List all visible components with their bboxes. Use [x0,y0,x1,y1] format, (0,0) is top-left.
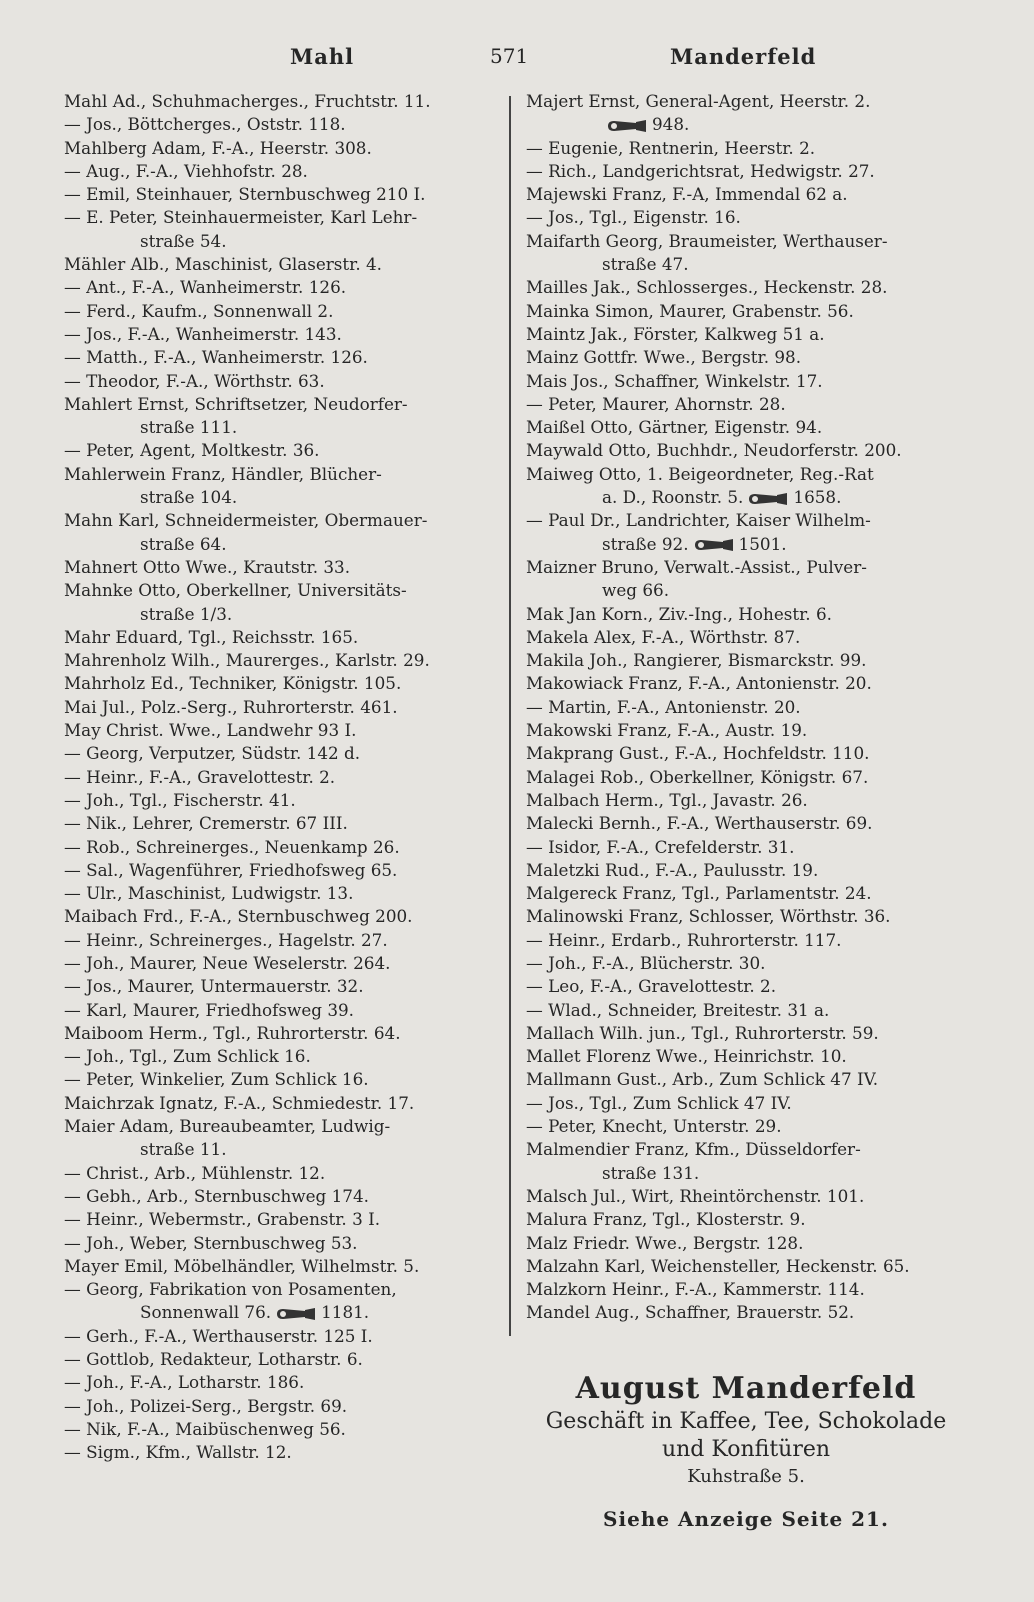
directory-entry [64,1045,494,1068]
entry-text: — Gebh., Arb., Sternbuschweg 174. [64,1185,369,1206]
entry-text: — Leo, F.-A., Gravelottestr. 2. [526,976,777,997]
page-header [0,44,1034,72]
directory-entry [526,766,966,789]
directory-entry [526,1115,966,1138]
entry-text: Mähler Alb., Maschinist, Glaserstr. 4. [64,254,383,275]
entry-text: Mainka Simon, Maurer, Grabenstr. 56. [526,300,854,321]
entry-text: Malsch Jul., Wirt, Rheintörchenstr. 101. [526,1185,865,1206]
entry-text: Makowiack Franz, F.-A., Antonienstr. 20. [526,673,872,694]
directory-entry [526,370,966,393]
directory-entry [64,1325,494,1348]
entry-text: Mahl Ad., Schuhmacherges., Fruchtstr. 11. [64,91,431,111]
directory-entry [526,393,966,416]
entry-text: Majewski Franz, F.-A, Immendal 62 a. [526,184,848,205]
entry-continuation-text: weg 66. [602,580,670,601]
entry-text: Malagei Rob., Oberkellner, Königstr. 67. [526,766,869,787]
entry-continuation [526,253,966,276]
entry-text: May Christ. Wwe., Landwehr 93 I. [64,720,357,741]
entry-continuation [64,603,494,626]
entry-continuation-text: Sonnenwall 76. [140,1302,272,1323]
entry-text: Mahlberg Adam, F.-A., Heerstr. 308. [64,137,372,158]
entry-text: — Heinr., F.-A., Gravelottestr. 2. [64,766,336,787]
entry-text: — Sal., Wagenführer, Friedhofsweg 65. [64,859,398,880]
phone-number: 1181. [321,1302,370,1323]
entry-text: — Isidor, F.-A., Crefelderstr. 31. [526,836,795,857]
directory-entry [526,1068,966,1091]
entry-text: Maiweg Otto, 1. Beigeordneter, Reg.-Rat [526,463,874,484]
entry-text: — Christ., Arb., Mühlenstr. 12. [64,1162,326,1183]
directory-entry [526,975,966,998]
directory-entry [526,626,966,649]
directory-entry [526,1092,966,1115]
entry-continuation [64,486,494,509]
directory-entry [526,1022,966,1045]
entry-text: Makela Alex, F.-A., Wörthstr. 87. [526,626,801,647]
entry-continuation [526,1162,966,1185]
entry-text: — Jos., F.-A., Wanheimerstr. 143. [64,323,342,344]
entry-text: Malgereck Franz, Tgl., Parlamentstr. 24. [526,883,872,904]
directory-entry [64,276,494,299]
entry-text: — Joh., Tgl., Zum Schlick 16. [64,1046,311,1067]
directory-entry [64,1115,494,1162]
entry-text: Malura Franz, Tgl., Klosterstr. 9. [526,1209,806,1230]
entry-text: Maichrzak Ignatz, F.-A., Schmiedestr. 17. [64,1092,415,1113]
directory-entry [526,463,966,510]
phone-number: 948. [652,114,690,135]
entry-text: — Nik, F.-A., Maibüschenweg 56. [64,1418,346,1439]
directory-entry [64,1418,494,1441]
directory-entry [64,393,494,440]
directory-entry [64,556,494,579]
entry-text: — Wlad., Schneider, Breitestr. 31 a. [526,999,830,1020]
entry-text: — Heinr., Webermstr., Grabenstr. 3 I. [64,1209,381,1230]
entry-continuation-text: straße 64. [140,533,227,554]
entry-text: Malz Friedr. Wwe., Bergstr. 128. [526,1232,804,1253]
directory-entry [64,626,494,649]
directory-entry [64,905,494,928]
ad-address: Kuhstraße 5. [687,1466,805,1487]
entry-text: Maißel Otto, Gärtner, Eigenstr. 94. [526,417,823,438]
directory-entry [526,439,966,462]
directory-entry [64,672,494,695]
entry-continuation-text: straße 131. [602,1162,700,1183]
entry-continuation-text: straße 1/3. [140,603,233,624]
entry-text: Maiboom Herm., Tgl., Ruhrorterstr. 64. [64,1022,401,1043]
directory-entry [64,1162,494,1185]
entry-text: — Ferd., Kaufm., Sonnenwall 2. [64,300,334,321]
entry-text: Malmendier Franz, Kfm., Düsseldorfer- [526,1139,861,1160]
advertisement [526,1370,966,1534]
entry-text: Majert Ernst, General-Agent, Heerstr. 2. [526,91,871,111]
entry-text: Mahlerwein Franz, Händler, Blücher- [64,463,382,484]
directory-entry [64,1022,494,1045]
directory-entry [64,929,494,952]
entry-text: Maletzki Rud., F.-A., Paulusstr. 19. [526,859,819,880]
directory-entry [64,1185,494,1208]
directory-entry [64,882,494,905]
entry-text: Mahnke Otto, Oberkellner, Universitäts- [64,580,407,601]
entry-phone-line [526,113,966,136]
directory-entry [64,719,494,742]
directory-entry [64,463,494,510]
directory-entry [526,160,966,183]
directory-entry [526,696,966,719]
directory-entry [64,859,494,882]
entry-continuation [526,486,966,509]
directory-entry [526,1255,966,1278]
directory-entry [64,1232,494,1255]
directory-entry [526,1208,966,1231]
directory-entry [64,1255,494,1278]
entry-text: — Theodor, F.-A., Wörthstr. 63. [64,370,325,391]
directory-entry [526,1232,966,1255]
directory-entry [526,183,966,206]
directory-entry [64,439,494,462]
directory-entry [64,952,494,975]
entry-text: Maibach Frd., F.-A., Sternbuschweg 200. [64,906,413,927]
header-first-entry: Mahl [290,44,355,69]
entry-continuation [64,1301,494,1324]
directory-entry [64,836,494,859]
directory-entry [64,370,494,393]
entry-text: — Eugenie, Rentnerin, Heerstr. 2. [526,137,816,158]
entry-continuation-text: straße 92. [602,533,689,554]
entry-text: — Heinr., Erdarb., Ruhrorterstr. 117. [526,929,842,950]
directory-entry [64,742,494,765]
directory-entry [526,556,966,603]
ad-business-line: Geschäft in Kaffee, Tee, Schokolade [545,1409,947,1434]
directory-entry [64,509,494,556]
left-column [64,90,494,1465]
entry-text: — Nik., Lehrer, Cremerstr. 67 III. [64,813,348,834]
directory-entry [64,649,494,672]
entry-text: — Sigm., Kfm., Wallstr. 12. [64,1442,292,1463]
column-divider [509,96,511,1336]
directory-entry [64,137,494,160]
directory-entry [526,603,966,626]
directory-entry [526,952,966,975]
directory-entry [526,859,966,882]
entry-text: Maier Adam, Bureaubeamter, Ludwig- [64,1116,391,1137]
directory-entry [526,1301,966,1324]
ad-business-line-2: und Konfitüren [661,1437,831,1462]
entry-continuation-text: straße 47. [602,254,689,275]
entry-text: Malinowski Franz, Schlosser, Wörthstr. 36. [526,906,891,927]
entry-text: Mallach Wilh. jun., Tgl., Ruhrorterstr. 59. [526,1022,879,1043]
entry-text: — Peter, Knecht, Unterstr. 29. [526,1116,782,1137]
entry-text: — Joh., F.-A., Blücherstr. 30. [526,952,766,973]
entry-text: — Georg, Verputzer, Südstr. 142 d. [64,743,361,764]
entry-text: — Rich., Landgerichtsrat, Hedwigstr. 27. [526,160,875,181]
entry-text: — E. Peter, Steinhauermeister, Karl Lehr- [64,207,418,228]
directory-entry [64,253,494,276]
directory-entry [64,766,494,789]
entry-text: Makowski Franz, F.-A., Austr. 19. [526,720,808,741]
entry-continuation-text: straße 11. [140,1139,227,1160]
directory-entry [64,812,494,835]
entry-continuation-text: straße 111. [140,417,238,438]
directory-entry [64,789,494,812]
directory-entry [64,90,494,113]
directory-entry [526,1278,966,1301]
directory-entry [526,230,966,277]
directory-entry [64,1371,494,1394]
entry-continuation [64,230,494,253]
entry-text: — Martin, F.-A., Antonienstr. 20. [526,696,801,717]
entry-text: — Jos., Tgl., Eigenstr. 16. [526,207,741,228]
directory-entry [64,323,494,346]
directory-entry [526,789,966,812]
directory-entry [526,276,966,299]
entry-text: — Rob., Schreinerges., Neuenkamp 26. [64,836,400,857]
directory-entry [526,905,966,928]
entry-text: — Ulr., Maschinist, Ludwigstr. 13. [64,883,354,904]
entry-text: Mayer Emil, Möbelhändler, Wilhelmstr. 5. [64,1255,420,1276]
directory-entry [526,323,966,346]
entry-text: Malzahn Karl, Weichensteller, Heckenstr. 65. [526,1255,910,1276]
entry-text: — Karl, Maurer, Friedhofsweg 39. [64,999,355,1020]
entry-text: Mahr Eduard, Tgl., Reichsstr. 165. [64,626,359,647]
entry-continuation [526,579,966,602]
entry-text: — Aug., F.-A., Viehhofstr. 28. [64,160,308,181]
directory-entry [64,1068,494,1091]
entry-text: Mahrholz Ed., Techniker, Königstr. 105. [64,673,402,694]
entry-text: Mallmann Gust., Arb., Zum Schlick 47 IV. [526,1069,879,1090]
directory-entry [526,90,966,137]
directory-entry [64,206,494,253]
directory-entry [526,999,966,1022]
directory-entry [64,696,494,719]
right-column [526,90,966,1325]
directory-entry [526,672,966,695]
entry-text: — Joh., Weber, Sternbuschweg 53. [64,1232,358,1253]
entry-text: Malbach Herm., Tgl., Javastr. 26. [526,789,808,810]
entry-text: Maywald Otto, Buchhdr., Neudorferstr. 200. [526,440,902,461]
entry-continuation [526,533,966,556]
entry-text: Mahnert Otto Wwe., Krautstr. 33. [64,556,351,577]
telephone-icon [747,493,789,505]
entry-text: Mai Jul., Polz.-Serg., Ruhrorterstr. 461. [64,696,398,717]
entry-text: Mahn Karl, Schneidermeister, Obermauer- [64,510,428,531]
entry-text: — Joh., Maurer, Neue Weselerstr. 264. [64,952,391,973]
entry-text: Malzkorn Heinr., F.-A., Kammerstr. 114. [526,1279,865,1300]
directory-entry [526,882,966,905]
directory-entry [64,1278,494,1325]
entry-continuation [64,416,494,439]
entry-text: Mais Jos., Schaffner, Winkelstr. 17. [526,370,823,391]
ad-company-name: August Manderfeld [575,1371,917,1406]
directory-entry [526,206,966,229]
entry-continuation-text: straße 54. [140,230,227,251]
entry-text: — Gottlob, Redakteur, Lotharstr. 6. [64,1349,363,1370]
directory-entry [526,416,966,439]
entry-text: Mailles Jak., Schlosserges., Heckenstr. 28. [526,277,888,298]
directory-entry [64,1348,494,1371]
telephone-icon [693,539,735,551]
entry-text: — Gerh., F.-A., Werthauserstr. 125 I. [64,1325,373,1346]
directory-entry [64,999,494,1022]
directory-entry [64,579,494,626]
header-last-entry: Manderfeld [670,44,817,69]
entry-text: — Peter, Maurer, Ahornstr. 28. [526,393,786,414]
entry-continuation [64,1138,494,1161]
entry-text: — Georg, Fabrikation von Posamenten, [64,1279,397,1300]
entry-text: Mandel Aug., Schaffner, Brauerstr. 52. [526,1302,855,1323]
directory-entry [526,1185,966,1208]
entry-text: — Joh., Tgl., Fischerstr. 41. [64,789,296,810]
directory-entry [526,929,966,952]
page-number: 571 [490,44,529,68]
directory-entry [526,509,966,556]
directory-entry [64,346,494,369]
directory-entry [526,742,966,765]
directory-entry [64,1441,494,1464]
directory-entry [64,113,494,136]
directory-entry [526,719,966,742]
entry-text: Mahrenholz Wilh., Maurerges., Karlstr. 29. [64,650,430,671]
directory-entry [526,836,966,859]
directory-entry [64,183,494,206]
entry-text: — Peter, Agent, Moltkestr. 36. [64,440,320,461]
entry-text: Maizner Bruno, Verwalt.-Assist., Pulver- [526,556,867,577]
entry-text: — Ant., F.-A., Wanheimerstr. 126. [64,277,347,298]
entry-text: Mainz Gottfr. Wwe., Bergstr. 98. [526,347,802,368]
entry-text: — Peter, Winkelier, Zum Schlick 16. [64,1069,369,1090]
entry-text: Mahlert Ernst, Schriftsetzer, Neudorfer- [64,393,408,414]
entry-text: — Jos., Böttcherges., Oststr. 118. [64,114,346,135]
entry-text: Makila Joh., Rangierer, Bismarckstr. 99. [526,650,867,671]
entry-text: — Joh., F.-A., Lotharstr. 186. [64,1372,305,1393]
directory-entry [64,1395,494,1418]
entry-continuation-text: straße 104. [140,487,238,508]
entry-text: Malecki Bernh., F.-A., Werthauserstr. 69. [526,813,873,834]
entry-text: Mak Jan Korn., Ziv.-Ing., Hohestr. 6. [526,603,832,624]
entry-text: — Jos., Tgl., Zum Schlick 47 IV. [526,1092,792,1113]
directory-entry [526,1045,966,1068]
telephone-icon [606,120,648,132]
telephone-icon [275,1308,317,1320]
directory-entry [64,160,494,183]
entry-text: — Heinr., Schreinerges., Hagelstr. 27. [64,929,388,950]
entry-text: — Joh., Polizei-Serg., Bergstr. 69. [64,1395,348,1416]
phone-number: 1501. [738,533,787,554]
entry-text: — Matth., F.-A., Wanheimerstr. 126. [64,347,368,368]
directory-entry [526,300,966,323]
entry-continuation-text: a. D., Roonstr. 5. [602,487,744,508]
phone-number: 1658. [793,487,842,508]
directory-entry [526,649,966,672]
entry-text: Maifarth Georg, Braumeister, Werthauser- [526,230,888,251]
directory-entry [526,346,966,369]
entry-text: — Emil, Steinhauer, Sternbuschweg 210 I. [64,184,426,205]
entry-continuation [64,533,494,556]
directory-entry [526,1138,966,1185]
directory-entry [526,812,966,835]
entry-text: — Jos., Maurer, Untermauerstr. 32. [64,976,364,997]
entry-text: — Paul Dr., Landrichter, Kaiser Wilhelm- [526,510,871,531]
directory-entry [64,300,494,323]
directory-entry [64,1092,494,1115]
directory-entry [64,975,494,998]
entry-text: Mallet Florenz Wwe., Heinrichstr. 10. [526,1046,847,1067]
directory-entry [64,1208,494,1231]
directory-entry [526,137,966,160]
entry-text: Maintz Jak., Förster, Kalkweg 51 a. [526,323,825,344]
ad-reference: Siehe Anzeige Seite 21. [603,1507,889,1531]
entry-text: Makprang Gust., F.-A., Hochfeldstr. 110. [526,743,870,764]
